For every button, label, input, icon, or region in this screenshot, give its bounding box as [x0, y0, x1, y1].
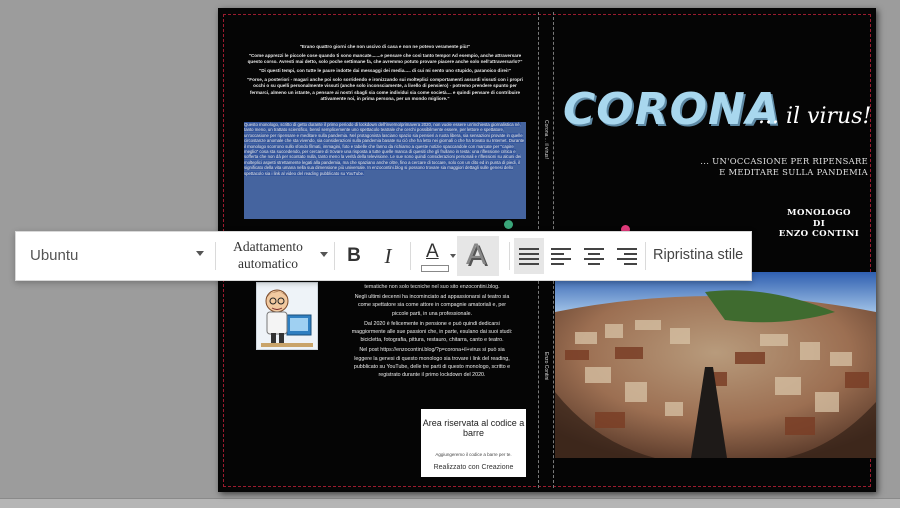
- toolbar-divider: [334, 242, 335, 270]
- credit-line: ENZO CONTINI: [778, 229, 860, 239]
- align-left-button[interactable]: [546, 238, 576, 274]
- bio-line: tematiche non solo tecniche nel suo sito enzocontini.blog.: [364, 284, 500, 290]
- bio-line: come spettatore sia come attore in compagnie amatoriali e, per: [357, 302, 507, 309]
- subtitle-line: E MEDITARE SULLA PANDEMIA: [719, 167, 868, 177]
- barcode-area[interactable]: [421, 409, 526, 477]
- cover-title-suffix[interactable]: ... il virus!: [758, 104, 872, 129]
- text-shadow-icon: A: [466, 238, 487, 271]
- chevron-down-icon: [320, 252, 328, 257]
- quote-4: "Forse, a posteriori - magari anche poi solo sorridendo e ironizzando sui molteplici comportamenti assurdi vissuti con i propri occhi o su quelli personalmente vissuti (anche solo inconsciamente, a livello di pensiero) - potremo prendere spunto per fermarci, almeno un istante, a pensare ai nostri sbagli sia come individui sia come società.... e quindi pensare di contribuire attivamente noi, in prima persona, per un mondo migliore.": [247, 77, 523, 101]
- size-mode-line: automatico: [238, 256, 298, 271]
- font-size-select[interactable]: [220, 232, 330, 280]
- credit-line: DI: [812, 218, 826, 229]
- bio-line: maggiormente alle sue passioni che, in parte, esulano dai suoi studi:: [351, 329, 513, 336]
- size-mode-line: Adattamento: [233, 239, 303, 254]
- bio-line: Dal 2020 è felicemente in pensione e può quindi dedicarsi: [364, 320, 500, 327]
- quote-1: "Erano quattro giorni che non uscivo di casa e non ne potevo veramente più!": [299, 44, 471, 49]
- align-center-icon: [579, 238, 609, 274]
- color-swatch: [421, 265, 449, 272]
- spine-title[interactable]: Corona ... il virus!: [543, 120, 549, 159]
- barcode-title: Area riservata al codice a barre: [422, 418, 525, 438]
- align-left-icon: [546, 238, 576, 274]
- bio-line: piccole parti, in una professionale.: [391, 310, 473, 317]
- cover-title[interactable]: CORONA: [563, 84, 781, 135]
- back-cover-quotes[interactable]: [244, 44, 526, 105]
- toolbar-divider: [215, 242, 216, 270]
- align-justify-icon: [514, 238, 544, 274]
- author-credit[interactable]: [774, 208, 864, 240]
- barcode-note: Aggiungeremo il codice a barre per te.: [435, 452, 512, 457]
- credit-line: MONOLOGO: [787, 208, 851, 218]
- bio-line: bicicletta, fotografia, pittura, restauro, chitarra, canto e teatro.: [360, 337, 504, 344]
- text-color-button[interactable]: [419, 240, 449, 272]
- cover-subtitle[interactable]: [578, 156, 868, 178]
- reset-style-button[interactable]: Ripristina stile: [653, 247, 744, 263]
- author-caricature-image[interactable]: [256, 282, 318, 350]
- chevron-down-icon: [196, 251, 204, 256]
- bio-line: Negli ultimi decenni ha incominciato ad appassionarsi al teatro sia: [354, 294, 510, 301]
- font-name: Ubuntu: [30, 247, 79, 264]
- toolbar-divider: [509, 242, 510, 270]
- subtitle-line: ... UN'OCCASIONE PER RIPENSARE: [700, 156, 868, 166]
- spine-author[interactable]: Enzo Contini: [543, 352, 549, 381]
- bio-line: Nel post https://enzocontini.blog/?p=corona+il+virus si può sia: [359, 347, 505, 354]
- barcode-credit: Realizzato con Creazione: [433, 464, 514, 471]
- toolbar-divider: [645, 242, 646, 270]
- chevron-down-icon: [450, 254, 456, 258]
- selection-handle-green[interactable]: [504, 220, 513, 229]
- toolbar-divider: [410, 242, 411, 270]
- quote-3: "Di questi tempi, con tutte le paure indotte dai messaggi dei media..... di cui mi sento uno stupido, paranoico direi!": [259, 68, 511, 74]
- text-format-toolbar: [15, 231, 752, 281]
- text-shadow-button[interactable]: [457, 236, 499, 276]
- selected-text: Questo monologo, scritto di getto durante il primo periodo di lockdown dell'inverno/primavera 2020, non vuole essere un'inchiesta giornalistica né, tanto meno, un trattato scientifico, bensì semplicemente uno spettacolo teatrale che cerchi possibilmente essere, per lettore e spettatore, un'occasione per ripensare e meditare sulla pandemia. Nel protagonista lasciano spazio sia pensieri a ruota libera, sia sensazioni provate in quelle circostanze anomale che sta vivendo, sia considerazioni sulla pandemia basate su ciò che ha letto nei giornali o che ha trovato su Internet. Durante il monologo scorrono sullo sfondo filmati, immagini, foto e tabelle che fanno da richiamo a queste notizie spaccandole con marcate per "capire meglio" cosa sta succedendo, per cercare di trovare una risposta a tutte quelle manca di quesiti che gli frullano in testa: una riflessione critica e sofferta che non dà per scontato nulla, tanto meno la verità della televisione. Le sue sono quindi considerazioni personali e riflessioni su alcuni dei molteplici aspetti strettamente legati alla pandemia, ma che spaziano anche oltre, fino a cercare di toccare, solo con un dito ed in punta di piedi, il significato della vita umana nella sua dimensione più universale. In enzocontini.blog si possono trovare sia maggiori dettagli sulle genesi dello spettacolo sia i link al video del reading pubblicato su YouTube.: [244, 122, 525, 176]
- align-center-button[interactable]: [579, 238, 609, 274]
- font-select[interactable]: [16, 232, 212, 280]
- bio-line: leggere la genesi di questo monologo sia trovare i link del reading,: [354, 355, 510, 362]
- author-bio[interactable]: [326, 283, 538, 379]
- align-right-icon: [612, 238, 642, 274]
- bio-line: registrato durante il primo lockdown del 2020.: [378, 372, 486, 379]
- align-justify-button[interactable]: [514, 238, 544, 274]
- quote-2: "Come apprezzi le piccole cose quando ti sono mancate.......e pensare che così tanto tempo! Ad esempio, anche attraversare questo corso. Avresti mai detto, solo poche settimane fa, che avremmo potuto provare piacere anche solo nell'attraversarlo?": [247, 53, 523, 65]
- text-color-icon: A: [426, 241, 439, 262]
- city-fisheye-photo[interactable]: [555, 272, 876, 458]
- bio-line: pubblicato su YouTube, delle tre parti di questo monologo, scritto e: [353, 363, 511, 370]
- selected-text-block[interactable]: [244, 122, 526, 219]
- align-right-button[interactable]: [612, 238, 642, 274]
- italic-button[interactable]: I: [384, 244, 392, 268]
- bold-button[interactable]: B: [347, 245, 361, 266]
